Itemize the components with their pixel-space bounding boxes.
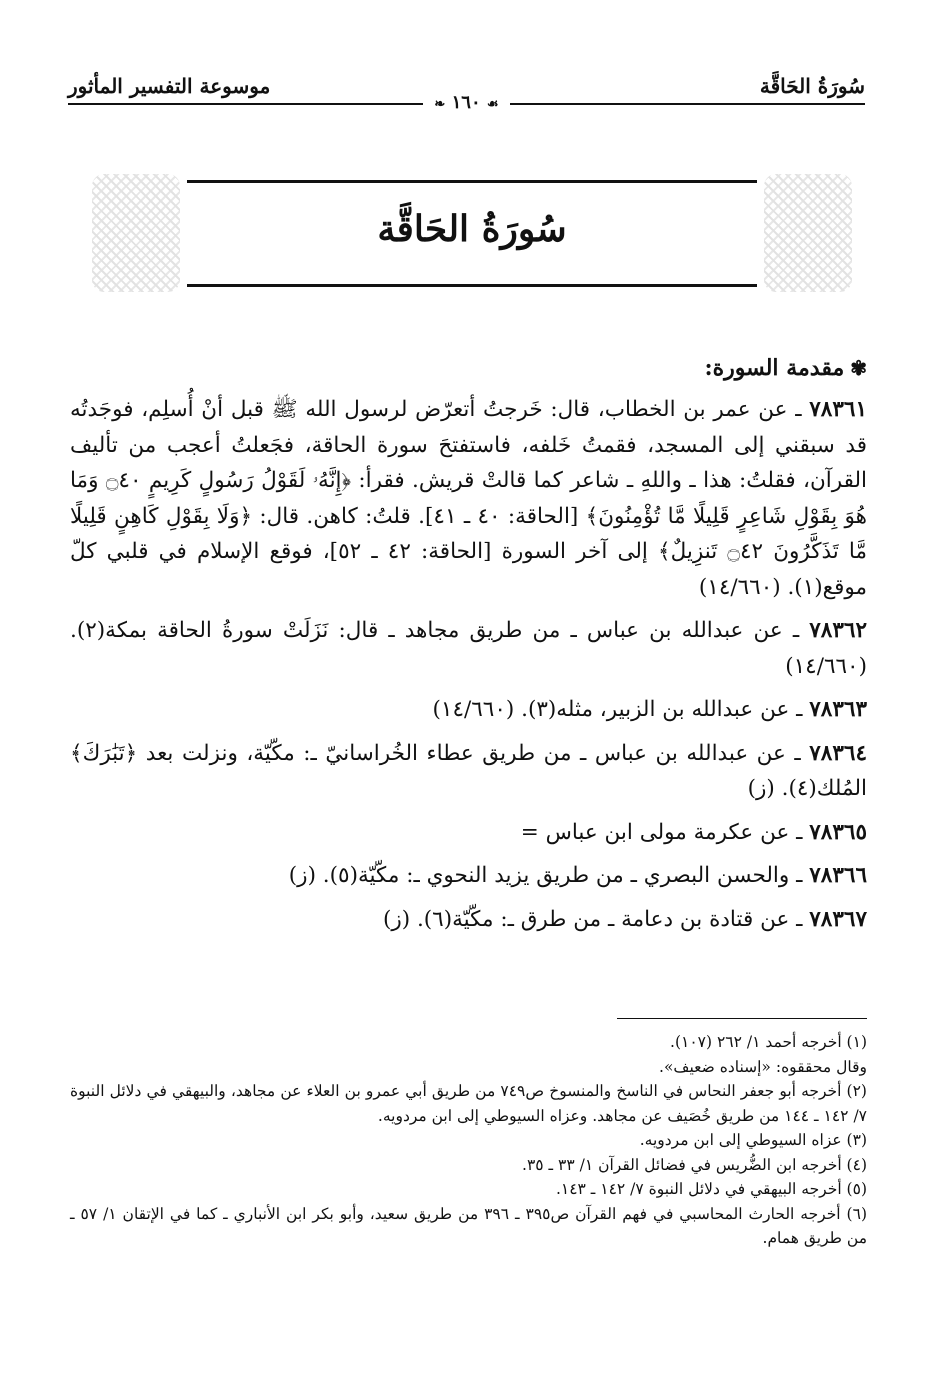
header-rule-row [68, 92, 865, 113]
footnote: (٦) أخرجه الحارث المحاسبي في فهم القرآن ص٣٩٥ ـ ٣٩٦ من طريق سعيد، وأبو بكر ابن الأنباري ـ كما في الإتقان ١/ ٥٧ ـ من طريق همام. [70, 1204, 867, 1247]
narration-paragraph [70, 736, 867, 807]
narration-text: ـ عن قتادة بن دعامة ـ من طرق ـ: مكّيّة(٦). (ز) [382, 906, 810, 932]
footnote: وقال محققوه: «إسناده ضعيف». [659, 1057, 867, 1076]
narration-paragraph [70, 613, 867, 684]
narration-text: ـ والحسن البصري ـ من طريق يزيد النحوي ـ: مكّيّة(٥). (ز) [288, 863, 810, 888]
footnotes [70, 1030, 867, 1251]
footnote: (٥) أخرجه البيهقي في دلائل النبوة ٧/ ١٤٢ ـ ١٤٣. [555, 1180, 867, 1198]
narration-number: ٧٨٣٦٧ [809, 906, 867, 932]
page-number-block [68, 92, 865, 113]
narration-text: ـ عن عمر بن الخطاب، قال: خَرجتُ أتعرّض لرسول الله ﷺ قبل أنْ أُسلِم، فوجَدتُه قد سبقني إلى المسجد، فقمتُ خَلفه، فاستفتحَ سورة الحاقة، فجَعلتُ أعجب من تأليف القرآن، فقلتُ: هذا ـ واللهِ ـ شاعر كما قالتْ قريش. فقرأ: ﴿إِنَّهُۥ لَقَوْلُ رَسُولٍ كَرِيمٍ ۝٤٠ وَمَا هُوَ بِقَوْلِ شَاعِرٍ قَلِيلًا مَّا تُؤْمِنُونَ﴾ [الحاقة: ٤٠ ـ ٤١]. قلتُ: كاهن. قال: ﴿وَلَا بِقَوْلِ كَاهِنٍ قَلِيلًا مَّا تَذَكَّرُونَ ۝٤٢ تَنزِيلٌ﴾ إلى آخر السورة [الحاقة: ٤٢ ـ ٥٢]، فوقع الإسلام في قلبي كلّ موقع(١). (١٤/٦٦٠) [70, 397, 868, 600]
narration-text: ـ عن عبدالله بن عباس ـ من طريق عطاء الخُراسانيّ ـ: مكّيّة، ونزلت بعد ﴿تَبَٰرَكَ﴾ المُلك(٤). (ز) [70, 740, 867, 801]
page-number: ١٦٠ [451, 92, 481, 113]
narration-number: ٧٨٣٦١ [809, 397, 867, 422]
narration-number: ٧٨٣٦٦ [809, 863, 867, 888]
narration-text: ـ عن عكرمة مولى ابن عباس = [520, 819, 810, 845]
flower-ornament-icon: ✾ [850, 356, 867, 380]
narration-text: ـ عن عبدالله بن عباس ـ من طريق مجاهد ـ قال: نَزَلَتْ سورةُ الحاقة بمكة(٢). (١٤/٦٦٠) [70, 618, 867, 679]
narration-paragraph [70, 392, 867, 605]
footnote: (١) أخرجه أحمد ١/ ٢٦٢ (١٠٧). [670, 1033, 867, 1051]
running-header-book-title: موسوعة التفسير المأثور [68, 74, 271, 98]
narration-number: ٧٨٣٦٢ [809, 618, 867, 643]
section-heading [70, 350, 867, 386]
narration-number: ٧٨٣٦٤ [809, 740, 867, 766]
main-text [70, 350, 867, 945]
floral-ornament-icon: ❧ [434, 97, 446, 112]
narration-paragraph [70, 902, 867, 938]
narration-paragraph [70, 815, 867, 851]
surah-title: سُورَةُ الحَاقَّة [377, 208, 567, 250]
narration-number: ٧٨٣٦٥ [809, 819, 867, 845]
narration-paragraph [70, 692, 867, 728]
section-heading-label: مقدمة السورة: [704, 355, 845, 381]
footnote-separator [617, 1018, 867, 1019]
floral-ornament-icon: ☙ [486, 97, 499, 112]
title-rule-bottom [187, 284, 757, 287]
narration-number: ٧٨٣٦٣ [809, 697, 867, 722]
footnote: (٢) أخرجه أبو جعفر النحاس في الناسخ والمنسوخ ص٧٤٩ من طريق أبي عمرو بن العلاء عن مجاهد، والبيهقي في دلائل النبوة ٧/ ١٤٢ ـ ١٤٤ من طريق خُصَيف عن مجاهد. وعزاه السيوطي إلى ابن مردويه. [70, 1082, 867, 1125]
footnote: (٣) عزاه السيوطي إلى ابن مردويه. [639, 1131, 867, 1149]
title-cartouche [92, 168, 852, 298]
footnote: (٤) أخرجه ابن الضُّريس في فضائل القرآن ١/ ٣٣ ـ ٣٥. [522, 1155, 867, 1174]
title-rule-top [187, 180, 757, 183]
narration-text: ـ عن عبدالله بن الزبير، مثله(٣). (١٤/٦٦٠) [432, 697, 810, 722]
narration-paragraph [70, 858, 867, 894]
running-header-surah: سُورَةُ الحَاقَّة [759, 74, 865, 98]
